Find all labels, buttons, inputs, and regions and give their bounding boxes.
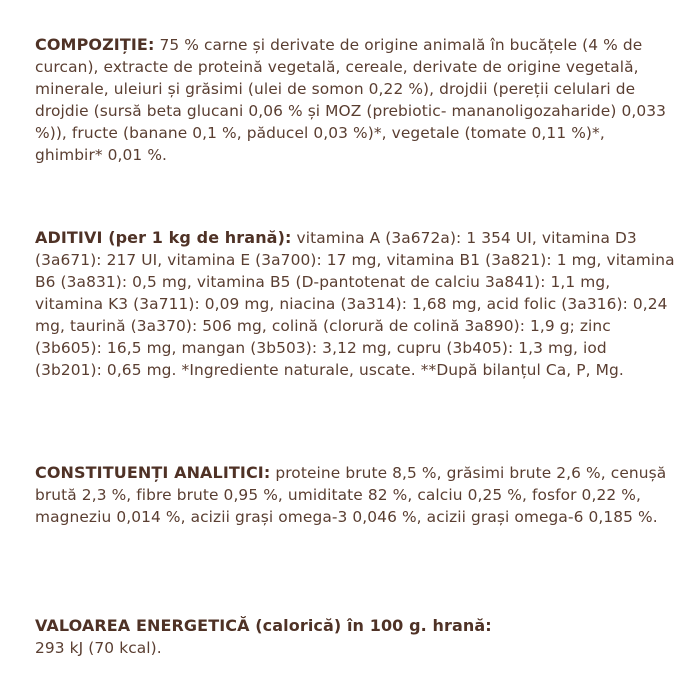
energy-value-text: 293 kJ (70 kcal). <box>35 639 162 657</box>
energy-value-heading: VALOAREA ENERGETICĂ (calorică) în 100 g. hrană: <box>35 616 492 635</box>
analytical-constituents-text: proteine brute 8,5 %, grăsimi brute 2,6 %, cenușă brută 2,3 %, fibre brute 0,95 %, umiditate 82 %, calciu 0,25 %, fosfor 0,22 %, magneziu 0,014 %, acizii grași omega-3 0,046 %, acizii grași omega-6 0,185 %. <box>35 464 667 526</box>
additives-section <box>35 227 675 381</box>
additives-heading: ADITIVI (per 1 kg de hrană): <box>35 228 292 247</box>
energy-value-section <box>35 615 675 659</box>
analytical-constituents-heading: CONSTITUENȚI ANALITICI: <box>35 463 271 482</box>
composition-section <box>35 34 675 166</box>
composition-heading: COMPOZIȚIE: <box>35 35 155 54</box>
additives-text: vitamina A (3a672a): 1 354 UI, vitamina D3 (3a671): 217 UI, vitamina E (3a700): 17 mg, vitamina B1 (3a821): 1 mg, vitamina B6 (3a831): 0,5 mg, vitamina B5 (D-pantotenat de calciu 3a841): 1,1 mg, vitamina K3 (3a711): 0,09 mg, niacina (3a314): 1,68 mg, acid folic (3a316): 0,24 mg, taurină (3a370): 506 mg, colină (clorură de colină 3a890): 1,9 g; zinc (3b605): 16,5 mg, mangan (3b503): 3,12 mg, cupru (3b405): 1,3 mg, iod (3b201): 0,65 mg. *Ingrediente naturale, uscate. **După bilanțul Ca, P, Mg. <box>35 229 675 379</box>
analytical-constituents-section <box>35 462 675 528</box>
composition-text: 75 % carne și derivate de origine animală în bucățele (4 % de curcan), extracte de proteină vegetală, cereale, derivate de origine vegetală, minerale, uleiuri și grăsimi (ulei de somon 0,22 %), drojdii (pereții celulari de drojdie (sursă beta glucani 0,06 % și MOZ (prebiotic- mananoligozaharide) 0,033 %)), fructe (banane 0,1 %, păducel 0,03 %)*, vegetale (tomate 0,11 %)*, ghimbir* 0,01 %. <box>35 36 667 164</box>
